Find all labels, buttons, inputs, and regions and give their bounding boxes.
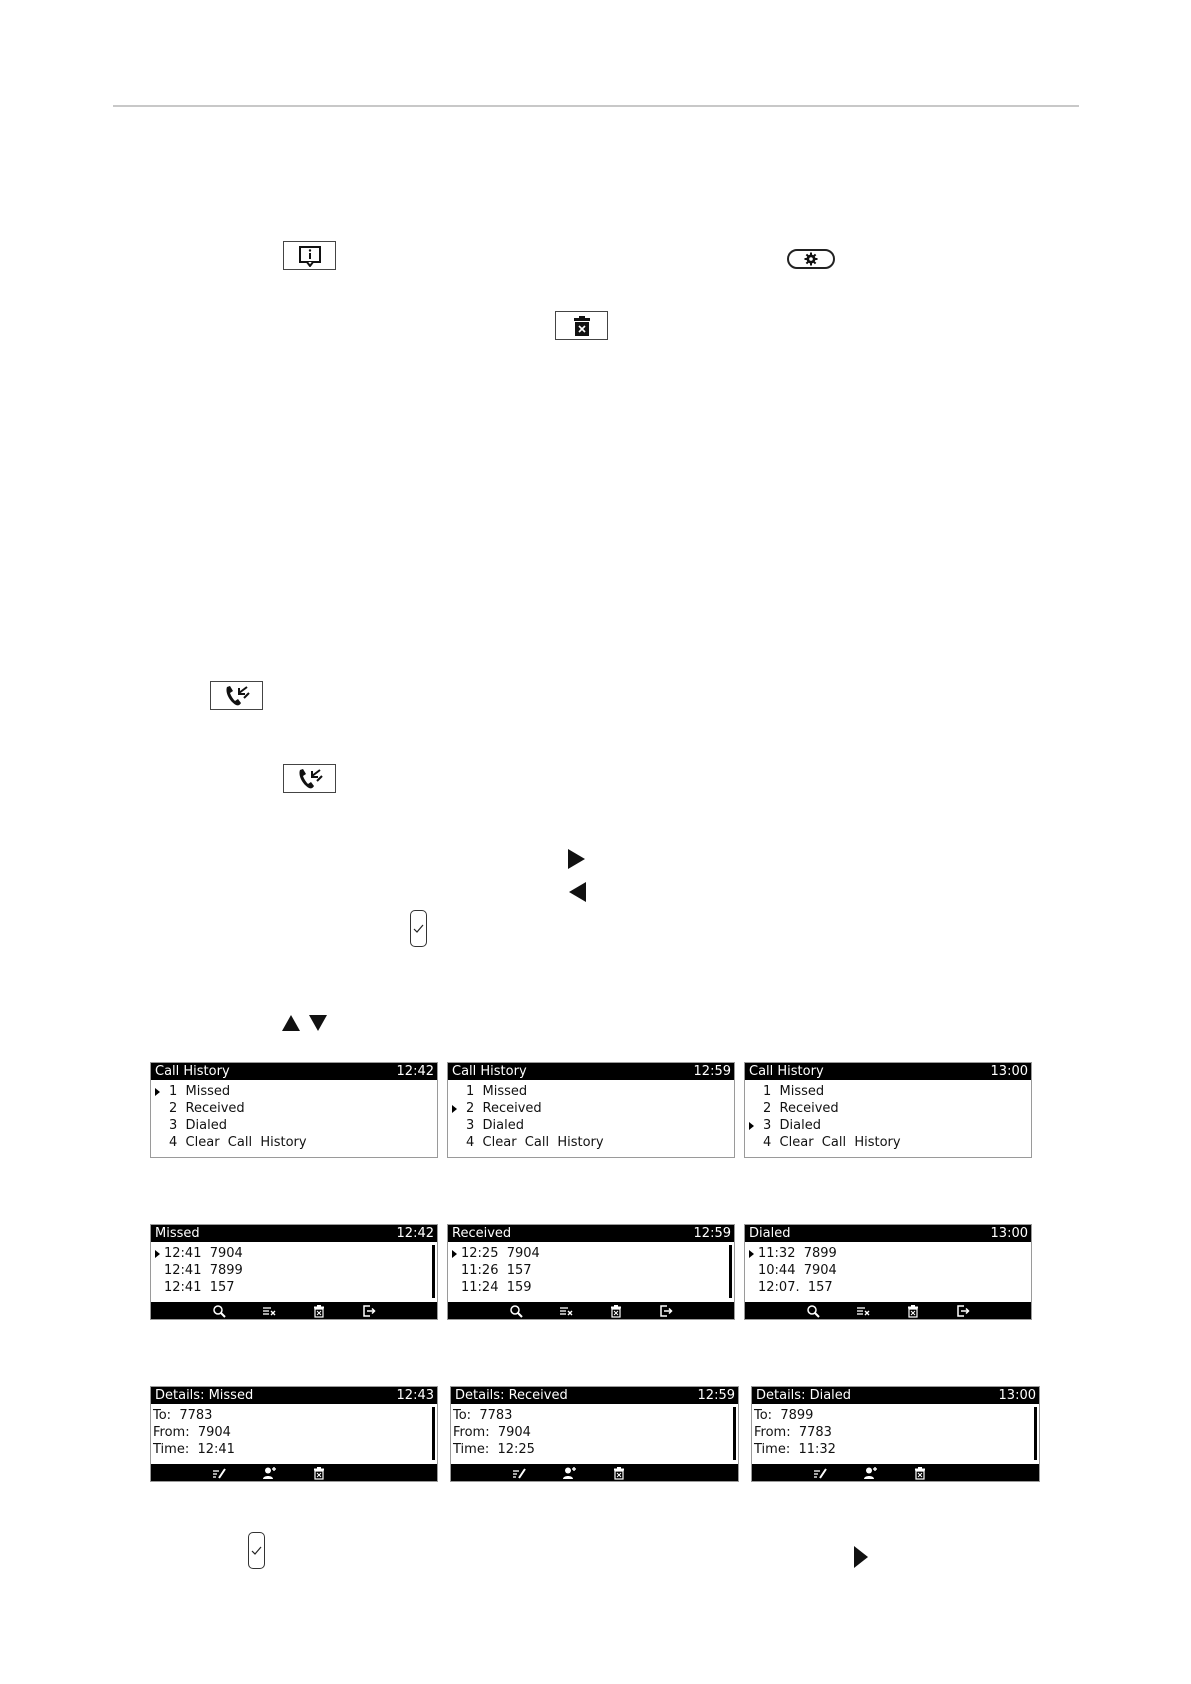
detail-line: To: 7899 [754,1408,814,1423]
delete-icon [609,1304,623,1318]
detail-line: To: 7783 [153,1408,213,1423]
add-contact-icon [562,1466,576,1480]
softkey-add-contact[interactable] [259,1464,279,1481]
add-contact-icon [262,1466,276,1480]
delete-icon [312,1466,326,1480]
triangle-up-icon [281,1014,301,1032]
call-history-key-2[interactable] [283,764,336,793]
detail-line: From: 7904 [453,1425,531,1440]
detail-line: From: 7904 [153,1425,231,1440]
screen-title: Details: Dialed [756,1388,852,1403]
softkey-exit[interactable] [359,1302,379,1319]
softkey-add-contact[interactable] [559,1464,579,1481]
exit-icon [956,1304,970,1318]
ok-key-2[interactable] [248,1532,265,1569]
triangle-right-icon [566,848,586,870]
zoom-icon [806,1304,820,1318]
filter-clear-icon [262,1304,276,1318]
call-entry[interactable]: 11:32 7899 [745,1245,1031,1262]
screen-clock: 12:42 [396,1064,434,1079]
detail-line: Time: 12:25 [453,1442,535,1457]
delete-icon [612,1466,626,1480]
screen-clock: 13:00 [990,1064,1028,1079]
screen-clock: 13:00 [998,1388,1036,1403]
scrollbar[interactable] [1034,1407,1037,1460]
scrollbar[interactable] [432,1245,435,1298]
screen-title: Missed [155,1226,200,1241]
delete-icon [312,1304,326,1318]
dialed-list-screen [744,1224,1032,1320]
detail-line: Time: 11:32 [754,1442,836,1457]
detail-line: From: 7783 [754,1425,832,1440]
softkey-bar [151,1302,437,1319]
exit-icon [362,1304,376,1318]
softkey-bar [151,1464,437,1481]
details-missed-screen [150,1386,438,1482]
menu-item-missed[interactable]: 1 Missed [151,1083,437,1100]
screen-clock: 12:59 [693,1226,731,1241]
scrollbar[interactable] [729,1245,732,1298]
screen-title: Call History [749,1064,824,1079]
selection-marker [452,1250,457,1258]
call-entry[interactable]: 10:44 7904 [758,1263,837,1278]
softkey-delete[interactable] [903,1302,923,1319]
menu-item-received[interactable]: 2 Received [763,1101,839,1116]
menu-item-clear-history[interactable]: 4 Clear Call History [169,1135,307,1150]
ok-check-icon [251,1546,262,1556]
menu-item-clear-history[interactable]: 4 Clear Call History [466,1135,604,1150]
gear-icon [804,252,818,266]
call-history-screen-1 [150,1062,438,1158]
menu-item-dialed[interactable]: 3 Dialed [745,1117,1031,1134]
selection-marker [749,1250,754,1258]
details-received-screen [450,1386,739,1482]
call-history-screen-2 [447,1062,735,1158]
menu-item-dialed[interactable]: 3 Dialed [169,1118,227,1133]
menu-item-dialed[interactable]: 3 Dialed [466,1118,524,1133]
softkey-delete[interactable] [309,1464,329,1481]
menu-item-clear-history[interactable]: 4 Clear Call History [763,1135,901,1150]
edit-icon [813,1466,827,1480]
settings-key[interactable] [787,249,835,269]
exit-icon [659,1304,673,1318]
screen-title: Received [452,1226,512,1241]
delete-icon [913,1466,927,1480]
ok-key[interactable] [410,910,427,947]
edit-icon [512,1466,526,1480]
screen-title: Details: Received [455,1388,568,1403]
info-icon [297,245,323,267]
delete-icon [572,315,592,337]
header-rule [113,105,1079,107]
selection-marker [749,1122,754,1130]
detail-line: Time: 12:41 [153,1442,235,1457]
softkey-filter-clear[interactable] [853,1302,873,1319]
softkey-edit[interactable] [509,1464,529,1481]
scrollbar[interactable] [432,1407,435,1460]
menu-item-missed[interactable]: 1 Missed [466,1084,528,1099]
ok-check-icon [413,924,424,934]
scrollbar[interactable] [733,1407,736,1460]
filter-clear-icon [856,1304,870,1318]
softkey-bar [752,1464,1039,1481]
zoom-icon [212,1304,226,1318]
call-entry[interactable]: 12:41 7899 [164,1263,243,1278]
screen-clock: 12:59 [697,1388,735,1403]
softkey-delete[interactable] [309,1302,329,1319]
delete-key[interactable] [555,311,608,340]
softkey-filter-clear[interactable] [556,1302,576,1319]
info-key[interactable] [283,241,336,270]
call-history-key[interactable] [210,681,263,710]
selection-marker [155,1088,160,1096]
detail-line: To: 7783 [453,1408,513,1423]
call-entry[interactable]: 12:25 7904 [448,1245,734,1262]
softkey-bar [745,1302,1031,1319]
call-history-icon [223,684,251,708]
call-history-screen-3 [744,1062,1032,1158]
screen-title: Call History [452,1064,527,1079]
softkey-zoom[interactable] [506,1302,526,1319]
edit-icon [212,1466,226,1480]
softkey-bar [448,1302,734,1319]
softkey-delete[interactable] [606,1302,626,1319]
menu-item-missed[interactable]: 1 Missed [763,1084,825,1099]
screen-clock: 12:42 [396,1226,434,1241]
screen-clock: 12:59 [693,1064,731,1079]
call-entry[interactable]: 11:26 157 [461,1263,532,1278]
call-entry[interactable]: 12:41 7904 [151,1245,437,1262]
screen-clock: 12:43 [396,1388,434,1403]
call-entry[interactable]: 11:24 159 [461,1280,532,1295]
filter-clear-icon [559,1304,573,1318]
menu-item-received[interactable]: 2 Received [169,1101,245,1116]
missed-list-screen [150,1224,438,1320]
received-list-screen [447,1224,735,1320]
call-entry[interactable]: 12:07. 157 [758,1280,833,1295]
delete-icon [906,1304,920,1318]
triangle-down-icon [308,1014,328,1032]
softkey-exit[interactable] [953,1302,973,1319]
call-entry[interactable]: 12:41 157 [164,1280,235,1295]
triangle-right-icon [853,1545,869,1569]
softkey-delete[interactable] [910,1464,930,1481]
softkey-bar [451,1464,738,1481]
screen-clock: 13:00 [990,1226,1028,1241]
screen-title: Call History [155,1064,230,1079]
screen-title: Details: Missed [155,1388,254,1403]
softkey-add-contact[interactable] [860,1464,880,1481]
screen-title: Dialed [749,1226,791,1241]
add-contact-icon [863,1466,877,1480]
softkey-delete[interactable] [609,1464,629,1481]
softkey-edit[interactable] [209,1464,229,1481]
zoom-icon [509,1304,523,1318]
softkey-edit[interactable] [810,1464,830,1481]
selection-marker [155,1250,160,1258]
details-dialed-screen [751,1386,1040,1482]
softkey-zoom[interactable] [209,1302,229,1319]
softkey-zoom[interactable] [803,1302,823,1319]
softkey-exit[interactable] [656,1302,676,1319]
softkey-filter-clear[interactable] [259,1302,279,1319]
call-history-icon [296,767,324,791]
triangle-left-icon [568,881,588,903]
selection-marker [452,1105,457,1113]
menu-item-received[interactable]: 2 Received [448,1100,734,1117]
